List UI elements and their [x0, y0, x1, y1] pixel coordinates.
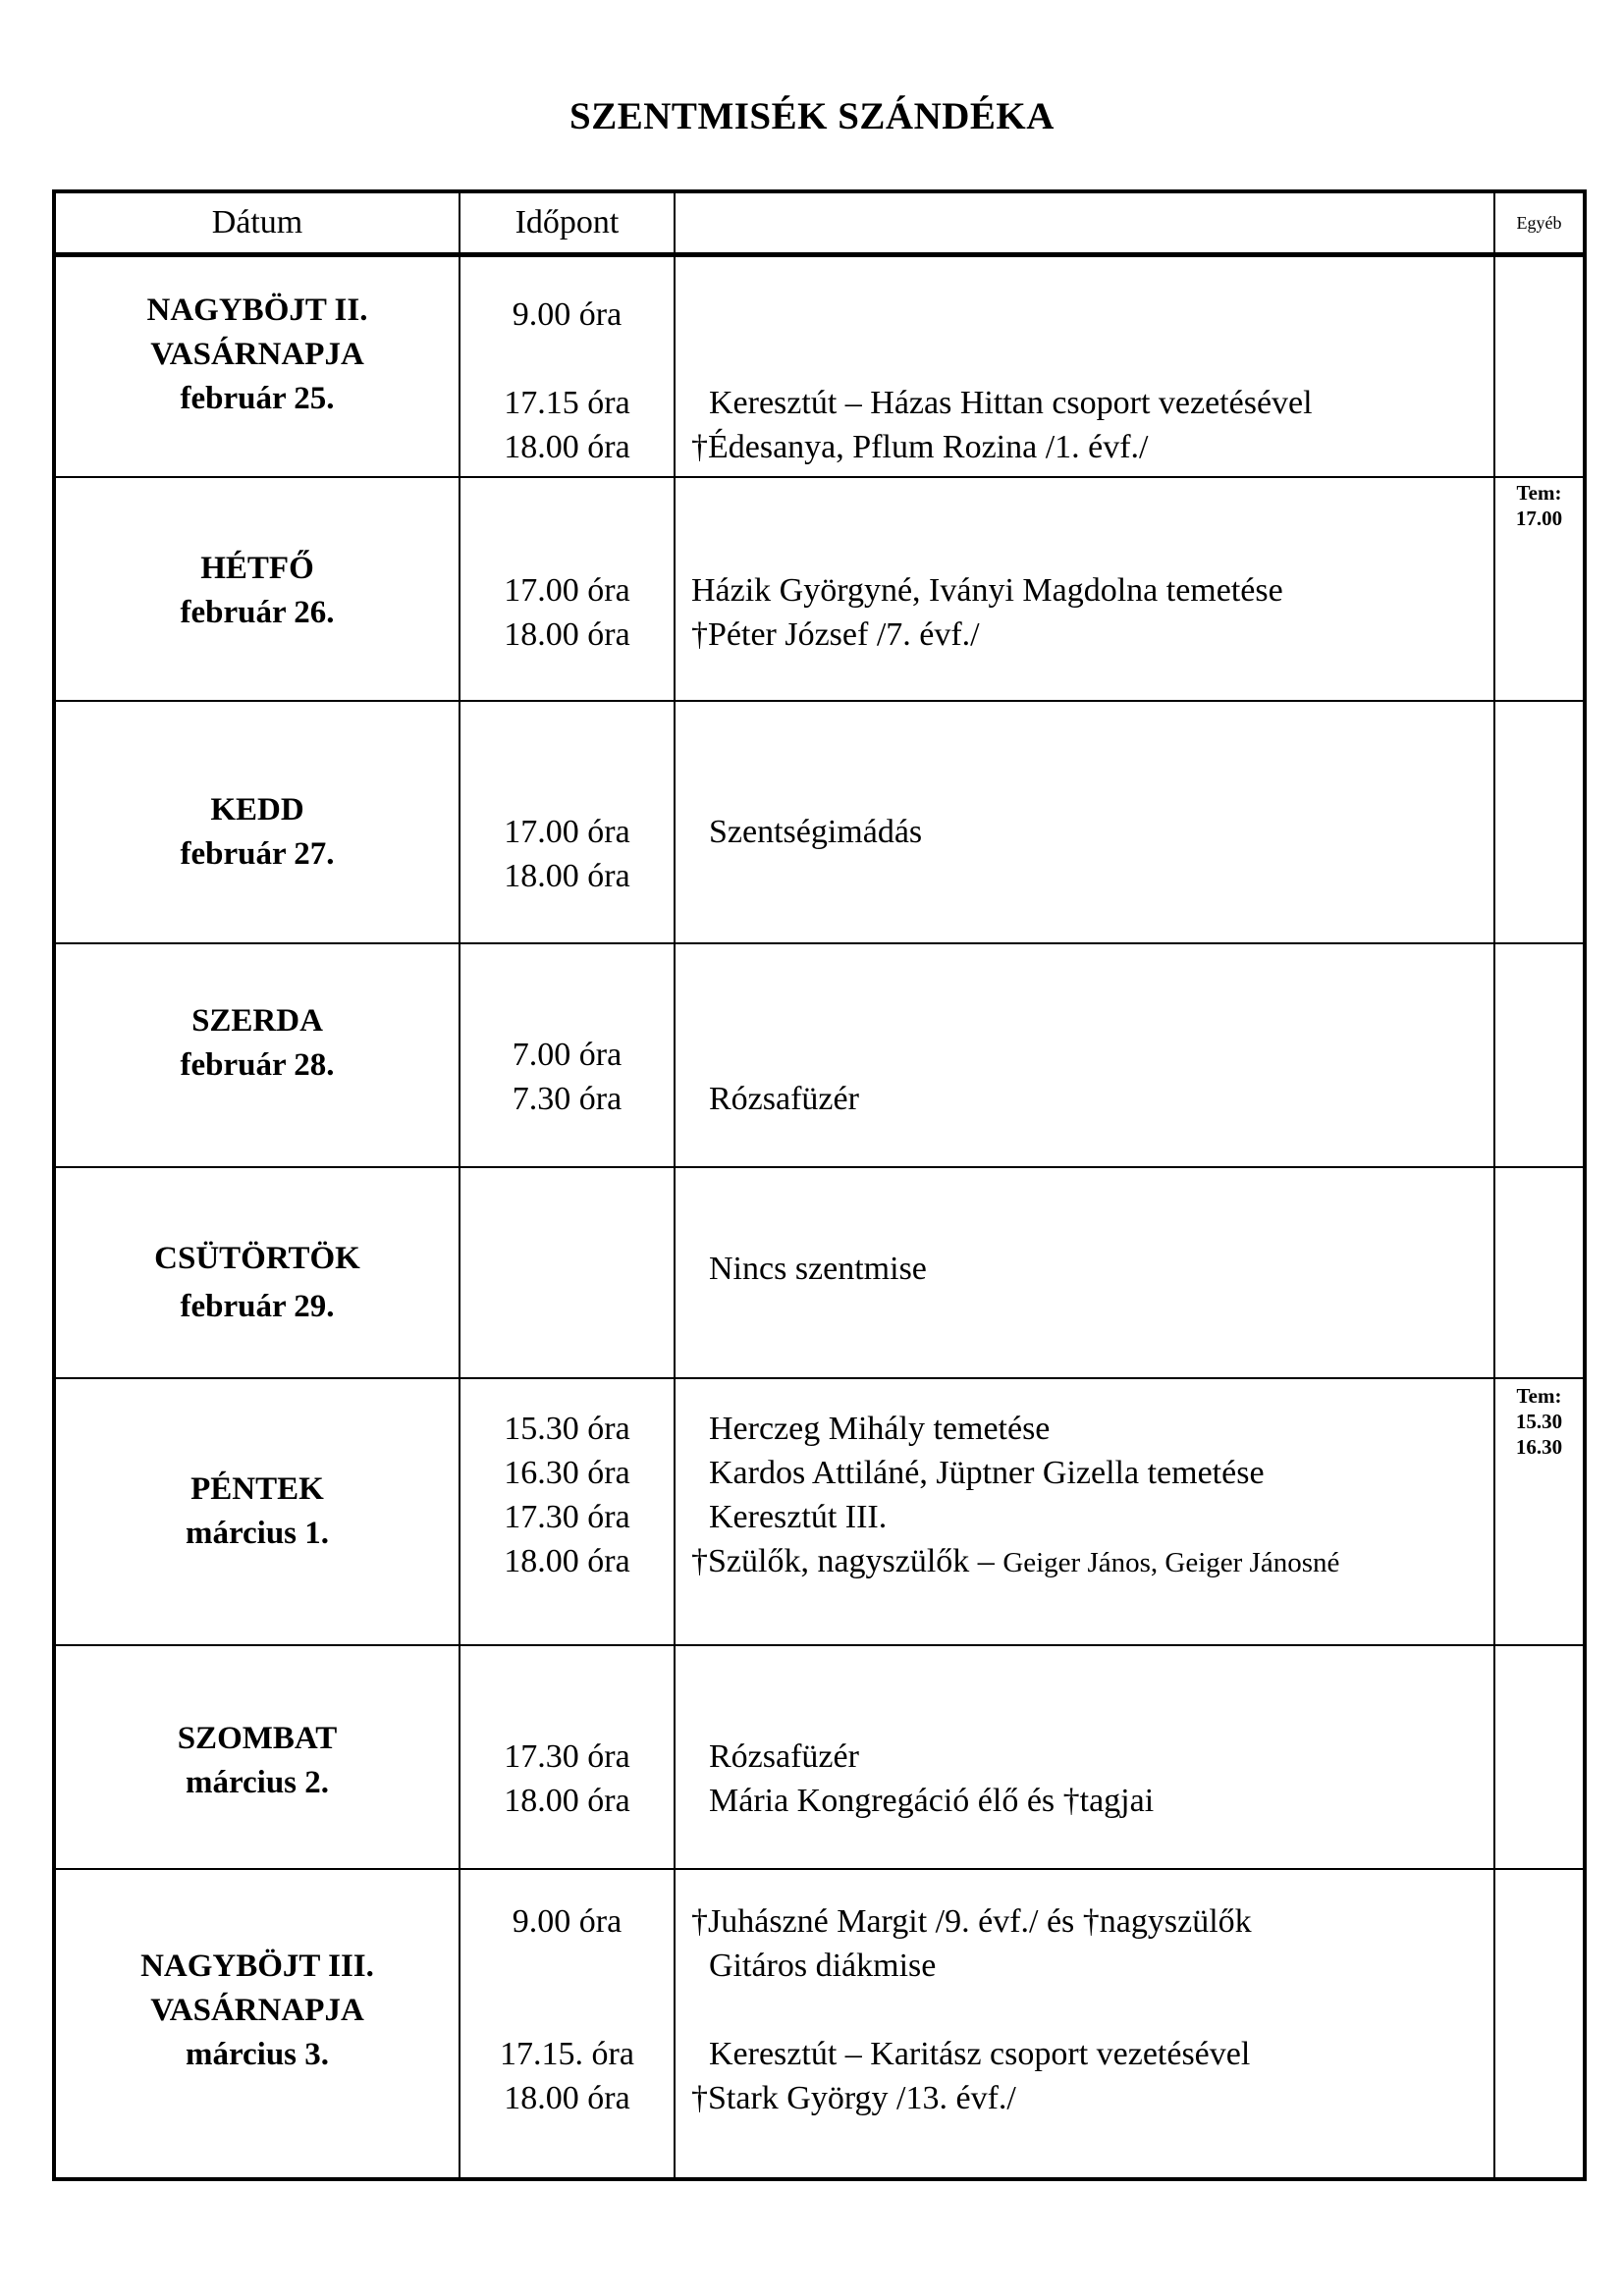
table-row: [54, 1378, 1585, 1645]
intention-line: Szentségimádás: [709, 813, 923, 850]
date-line: PÉNTEK: [190, 1470, 324, 1507]
time-line: 7.00 óra: [512, 1036, 623, 1073]
intention-line: [691, 1988, 1493, 2032]
time-line: 9.00 óra: [512, 296, 623, 333]
intention-line: Rózsafüzér: [709, 1737, 859, 1775]
table-row: [54, 1167, 1585, 1378]
date-line: NAGYBÖJT III.: [140, 1948, 374, 1984]
time-line: 18.00 óra: [504, 1782, 630, 1819]
date-line: KEDD: [210, 791, 304, 828]
time-line: 17.30 óra: [504, 1737, 630, 1775]
date-line: március 1.: [185, 1515, 330, 1551]
time-line: [460, 1944, 674, 1988]
time-line: 7.30 óra: [512, 1080, 623, 1117]
time-line: 17.00 óra: [504, 813, 630, 850]
date-line: SZERDA: [191, 1002, 323, 1039]
intention-cell: [675, 943, 1494, 1167]
time-line: 17.00 óra: [504, 571, 630, 609]
time-cell: [460, 1869, 675, 2179]
intention-cell: [675, 1167, 1494, 1378]
time-line: 17.15. óra: [500, 2035, 634, 2072]
time-line: 17.30 óra: [504, 1498, 630, 1535]
time-cell: [460, 1645, 675, 1869]
time-line: 18.00 óra: [504, 615, 630, 653]
other-cell: [1494, 943, 1585, 1167]
date-cell: [54, 1645, 460, 1869]
header-time: Időpont: [460, 191, 675, 255]
time-cell: [460, 701, 675, 943]
time-cell: [460, 1378, 675, 1645]
time-line: 18.00 óra: [504, 429, 630, 465]
intention-line: Herczeg Mihály temetése: [709, 1410, 1051, 1447]
other-cell: [1494, 1645, 1585, 1869]
header-row: [54, 191, 1585, 255]
other-cell: [1494, 1167, 1585, 1378]
intention-line: Keresztút – Karitász csoport vezetésével: [709, 2035, 1251, 2072]
table-row: [54, 943, 1585, 1167]
date-line: VASÁRNAPJA: [150, 337, 364, 372]
date-line: február 28.: [180, 1046, 335, 1083]
header-other: Egyéb: [1494, 191, 1585, 255]
time-line: 18.00 óra: [504, 2079, 630, 2116]
table-row: [54, 255, 1585, 477]
date-line: március 2.: [185, 1764, 330, 1800]
intention-line: [691, 1539, 1493, 1583]
intention-line: Keresztút – Házas Hittan csoport vezetésével: [709, 385, 1313, 421]
intention-line: Nincs szentmise: [709, 1250, 927, 1287]
time-line: 17.15 óra: [504, 385, 630, 421]
intention-line: [691, 337, 1493, 381]
time-cell: [460, 477, 675, 701]
intention-line: †Édesanya, Pflum Rozina /1. évf./: [691, 429, 1149, 465]
header-date: Dátum: [54, 191, 460, 255]
date-line: február 25.: [180, 381, 335, 416]
date-line: február 26.: [180, 594, 335, 630]
table-row: [54, 1645, 1585, 1869]
time-line: [460, 337, 674, 381]
time-cell: [460, 943, 675, 1167]
intention-line: †Péter József /7. évf./: [691, 615, 980, 653]
date-cell: [54, 477, 460, 701]
intention-line: Házik Györgyné, Iványi Magdolna temetése: [691, 571, 1283, 609]
time-line: 18.00 óra: [504, 857, 630, 894]
intention-line: [691, 293, 1493, 337]
time-line: [460, 1988, 674, 2032]
date-cell: [54, 1378, 460, 1645]
intention-line: Keresztút III.: [709, 1498, 888, 1535]
other-line: 16.30: [1515, 1434, 1563, 1459]
date-cell: [54, 943, 460, 1167]
time-line: 15.30 óra: [504, 1410, 630, 1447]
date-line: február 27.: [180, 835, 335, 872]
intention-line: †Stark György /13. évf./: [691, 2079, 1016, 2116]
intention-cell: [675, 255, 1494, 477]
intention-line: †Juhászné Margit /9. évf./ és †nagyszülők: [691, 1902, 1252, 1940]
date-line: március 3.: [185, 2036, 330, 2072]
time-cell: [460, 1167, 675, 1378]
intention-cell: [675, 477, 1494, 701]
date-line: CSÜTÖRTÖK: [154, 1240, 360, 1276]
intention-line: Mária Kongregáció élő és †tagjai: [709, 1782, 1155, 1819]
time-line: 9.00 óra: [512, 1902, 623, 1940]
intention-cell: [675, 1645, 1494, 1869]
other-line: Tem:: [1516, 1383, 1562, 1408]
date-cell: [54, 255, 460, 477]
time-cell: [460, 255, 675, 477]
date-cell: [54, 1869, 460, 2179]
date-line: NAGYBÖJT II.: [146, 293, 368, 328]
date-line: VASÁRNAPJA: [150, 1992, 364, 2028]
header-intention: [675, 191, 1494, 255]
mass-schedule-table: [52, 189, 1587, 2181]
intention-line: Rózsafüzér: [709, 1080, 859, 1117]
table-row: [54, 1869, 1585, 2179]
other-cell: [1494, 1869, 1585, 2179]
time-line: 18.00 óra: [504, 1542, 630, 1579]
intention-line: Gitáros diákmise: [709, 1947, 937, 1984]
other-cell: [1494, 701, 1585, 943]
other-line: Tem:: [1516, 480, 1562, 505]
intention-cell: [675, 1378, 1494, 1645]
date-line: SZOMBAT: [177, 1720, 338, 1756]
intention-line: [691, 854, 1493, 898]
intention-cell: [675, 1869, 1494, 2179]
intention-text: †Szülők, nagyszülők –: [691, 1542, 1003, 1579]
table-row: [54, 477, 1585, 701]
date-cell: [54, 1167, 460, 1378]
intention-cell: [675, 701, 1494, 943]
other-cell: [1494, 255, 1585, 477]
intention-names: Geiger János, Geiger Jánosné: [1002, 1546, 1340, 1578]
date-cell: [54, 701, 460, 943]
other-line: 15.30: [1515, 1409, 1563, 1433]
other-line: 17.00: [1515, 506, 1563, 530]
date-line: február 29.: [180, 1288, 335, 1324]
intention-line: Kardos Attiláné, Jüptner Gizella temetése: [709, 1454, 1265, 1491]
intention-line: [691, 1033, 1493, 1077]
other-cell: [1494, 1378, 1585, 1645]
time-line: 16.30 óra: [504, 1454, 630, 1491]
other-cell: [1494, 477, 1585, 701]
page-title: SZENTMISÉK SZÁNDÉKA: [569, 95, 1055, 137]
date-line: HÉTFŐ: [200, 550, 314, 586]
table-row: [54, 701, 1585, 943]
